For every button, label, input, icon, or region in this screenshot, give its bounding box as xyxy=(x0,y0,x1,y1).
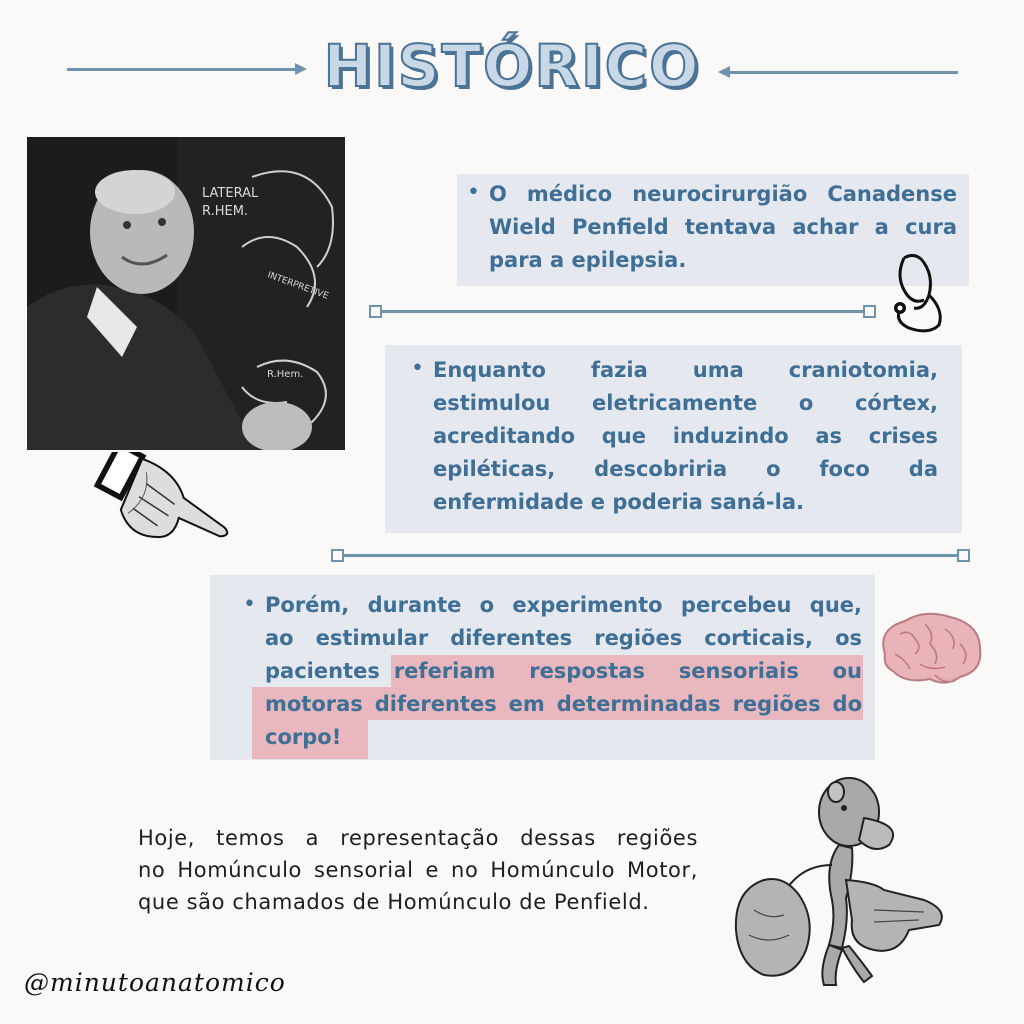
stethoscope-icon xyxy=(884,250,954,335)
chalk-interpret: INTERPRETIVE xyxy=(265,270,330,302)
info-text-2: Enquanto fazia uma craniotomia, estimulou eletricamente o córtex, acreditando que induzindo as crises epiléticas, descobriria o foco da enfermidade e poderia saná-la. xyxy=(433,358,938,514)
bottom-line2: no Homúnculo sensorial e no Homúnculo Motor, xyxy=(138,858,698,882)
bottom-line3: que são chamados de Homúnculo de Penfield. xyxy=(138,890,650,914)
info-text-3-line3 xyxy=(265,655,862,688)
bottom-line1: Hoje, temos a representação dessas regiões xyxy=(138,826,698,850)
connector-2-left-node xyxy=(331,549,344,562)
info-text-3-line1: Porém, durante o experimento percebeu que, xyxy=(265,593,862,617)
page-title: HISTÓRICO xyxy=(323,32,701,100)
info-text-1: O médico neurocirurgião Canadense Wield Penfield tentava achar a cura para a epilepsia. xyxy=(489,182,957,272)
bullet-2: • xyxy=(411,356,424,381)
info-text-3-line4: motoras diferentes em determinadas regiões do xyxy=(265,692,862,716)
penfield-photo xyxy=(27,137,345,450)
chalk-lateral: LATERAL xyxy=(202,186,259,201)
connector-2-right-node xyxy=(957,549,970,562)
brain-icon xyxy=(875,609,985,689)
chalk-rhem: R.HEM. xyxy=(202,204,249,219)
info-text-3-line2: ao estimular diferentes regiões corticais, os xyxy=(265,626,862,650)
social-handle: @minutoanatomico xyxy=(24,968,286,997)
bullet-3: • xyxy=(243,592,256,617)
connector-2-line xyxy=(344,554,958,557)
info-text-3 xyxy=(265,589,862,754)
info-text-3-line3a: pacientes xyxy=(265,659,380,683)
connector-1-right-node xyxy=(863,305,876,318)
bottom-paragraph xyxy=(138,822,698,918)
bullet-1: • xyxy=(467,180,480,205)
info-text-3-line3b: referiam respostas sensoriais ou xyxy=(393,659,862,683)
info-text-3-line5: corpo! xyxy=(265,725,342,749)
chalk-rhem2: R.Hem. xyxy=(267,369,304,380)
pointing-hand-icon xyxy=(72,452,240,580)
connector-1-line xyxy=(382,310,864,313)
connector-1-left-node xyxy=(369,305,382,318)
title-right-line xyxy=(728,71,958,74)
homunculus-figure xyxy=(724,770,954,1000)
